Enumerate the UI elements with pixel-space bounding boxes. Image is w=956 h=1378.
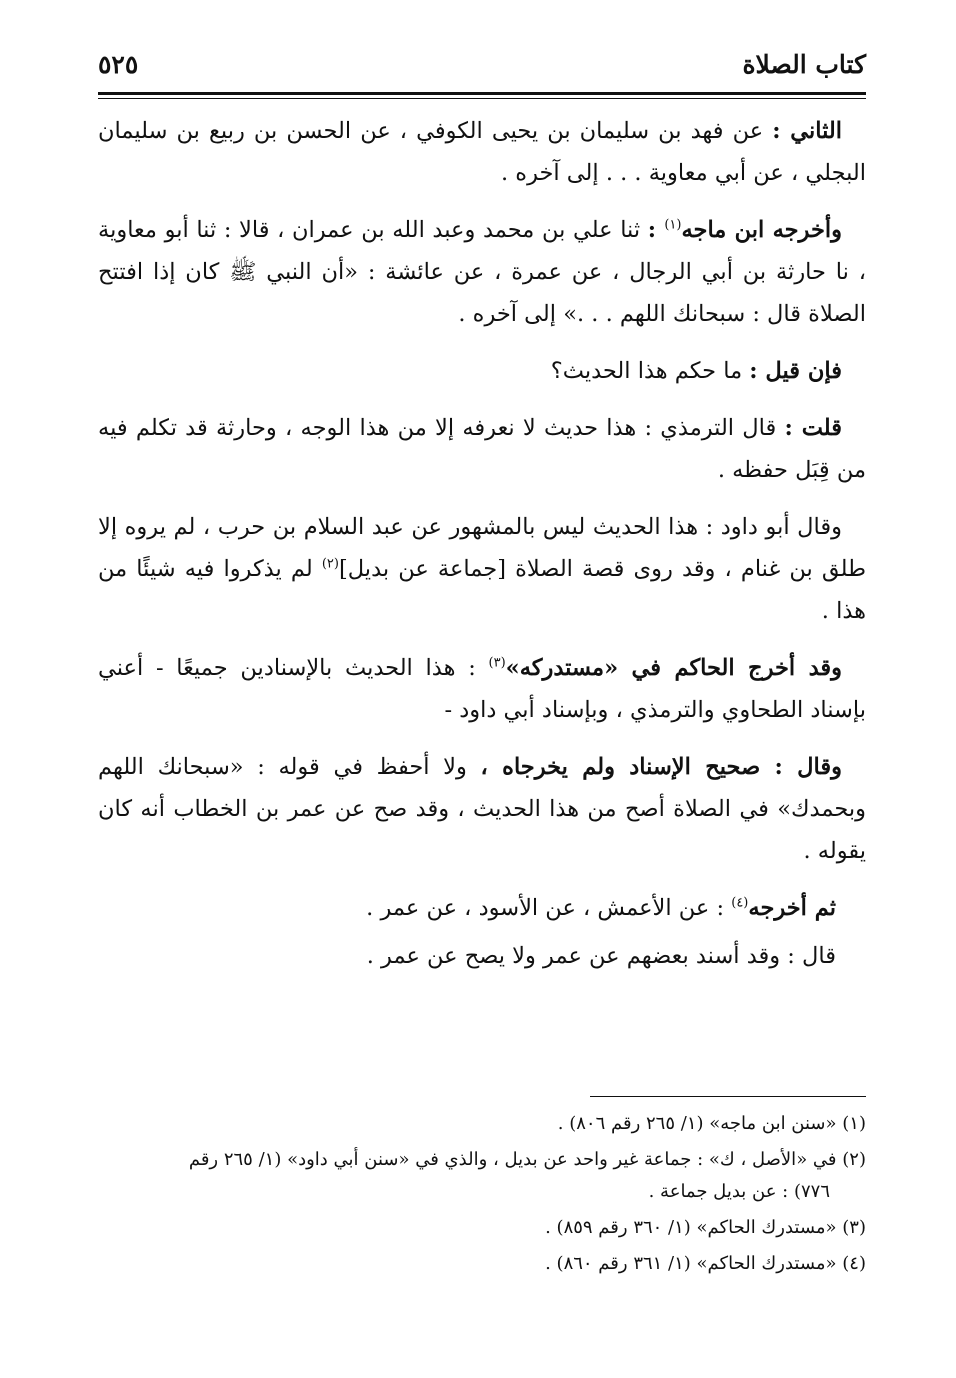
page-number: ٥٢٥ <box>98 50 139 79</box>
paragraph-text: ثنا علي بن محمد وعبد الله بن عمران ، قالا : ثنا أبو معاوية ، نا حارثة بن أبي الرجال ، عن عمرة ، عن عائشة : «أن النبي ﷺ كان إذا افتتح الصلاة قال : سبحانك اللهم . . .» إلى آخره . <box>98 217 866 327</box>
paragraph-text: قال : وقد أسند بعضهم عن عمر ولا يصح عن عمر . <box>366 943 836 969</box>
paragraph-lead: الثاني : <box>772 118 842 144</box>
paragraph-closing <box>98 935 866 977</box>
paragraph-lead: وقد أخرج الحاكم في «مستدركه» <box>505 655 842 681</box>
paragraph-lead-tail: : <box>647 217 665 243</box>
footnote-item <box>98 1248 866 1280</box>
paragraph-ibn-majah <box>98 209 866 335</box>
paragraph-text: : هذا الحديث بالإسنادين جميعًا - أعني بإسناد الطحاوي والترمذي ، وبإسناد أبي داود - <box>98 655 866 723</box>
paragraph-text: قال الترمذي : هذا حديث لا نعرفه إلا من هذا الوجه ، وحارثة قد تكلم فيه من قِبَل حفظه . <box>98 415 866 483</box>
paragraph-then-narrated <box>98 887 866 929</box>
main-text <box>98 110 866 992</box>
paragraph-hakim-comment <box>98 746 866 872</box>
paragraph-question <box>98 350 866 392</box>
footnote-ref: (٢) <box>321 556 339 572</box>
footnote-number: (٢) <box>842 1149 866 1170</box>
paragraph-second-route <box>98 110 866 194</box>
footnote-number: (٤) <box>842 1253 866 1274</box>
paragraph-lead: وأخرجه ابن ماجه <box>681 217 842 243</box>
header-rule-thick <box>98 92 866 95</box>
footnote-item <box>98 1108 866 1140</box>
paragraph-hakim <box>98 647 866 731</box>
footnote-divider <box>590 1096 866 1097</box>
paragraph-abu-dawud <box>98 506 866 632</box>
footnote-item <box>98 1212 866 1244</box>
paragraph-text-tail: لم يذكروا فيه شيئًا من هذا . <box>98 556 866 624</box>
book-title: كتاب الصلاة <box>742 50 866 79</box>
footnote-continuation: ٧٧٦) : عن بديل جماعة . <box>648 1181 830 1202</box>
footnote-number: (١) <box>842 1113 866 1134</box>
paragraph-text: ولا أحفظ في قوله : «سبحانك اللهم وبحمدك» في الصلاة أصح من هذا الحديث ، وقد صح عن عمر بن الخطاب أنه كان يقوله . <box>98 754 866 864</box>
footnote-ref: (١) <box>664 217 682 233</box>
paragraph-lead: وقال : صحيح الإسناد ولم يخرجاه ، <box>480 754 842 780</box>
header-rule-thin <box>98 98 866 99</box>
paragraph-text: عن فهد بن سليمان بن يحيى الكوفي ، عن الحسن بن ربيع بن سليمان البجلي ، عن أبي معاوية . . . إلى آخره . <box>98 118 866 186</box>
footnote-item <box>98 1144 866 1208</box>
paragraph-text: وقال أبو داود : هذا الحديث ليس بالمشهور عن عبد السلام بن حرب ، لم يروه إلا طلق بن غنام ، وقد روى قصة الصلاة [جماعة عن بديل] <box>98 514 866 582</box>
paragraph-answer <box>98 407 866 491</box>
paragraph-lead: ثم أخرجه <box>748 895 836 921</box>
page-header <box>98 46 866 90</box>
footnote-number: (٣) <box>842 1217 866 1238</box>
footnote-ref: (٤) <box>731 895 749 911</box>
footnote-text: في «الأصل ، ك» : جماعة غير واحد عن بديل ، والذي في «سنن أبي داود» (١/ ٢٦٥ رقم <box>188 1149 843 1170</box>
footnote-ref: (٣) <box>488 655 506 671</box>
footnote-text: «سنن ابن ماجه» (١/ ٢٦٥ رقم ٨٠٦) . <box>557 1113 843 1134</box>
paragraph-lead: فإن قيل : <box>749 358 842 384</box>
footnotes <box>98 1108 866 1284</box>
paragraph-text: ما حكم هذا الحديث؟ <box>550 358 750 384</box>
paragraph-lead: قلت : <box>784 415 843 441</box>
footnote-text: «مستدرك الحاكم» (١/ ٣٦٠ رقم ٨٥٩) . <box>545 1217 843 1238</box>
footnote-text: «مستدرك الحاكم» (١/ ٣٦١ رقم ٨٦٠) . <box>545 1253 843 1274</box>
paragraph-text: : عن الأعمش ، عن الأسود ، عن عمر . <box>366 895 732 921</box>
